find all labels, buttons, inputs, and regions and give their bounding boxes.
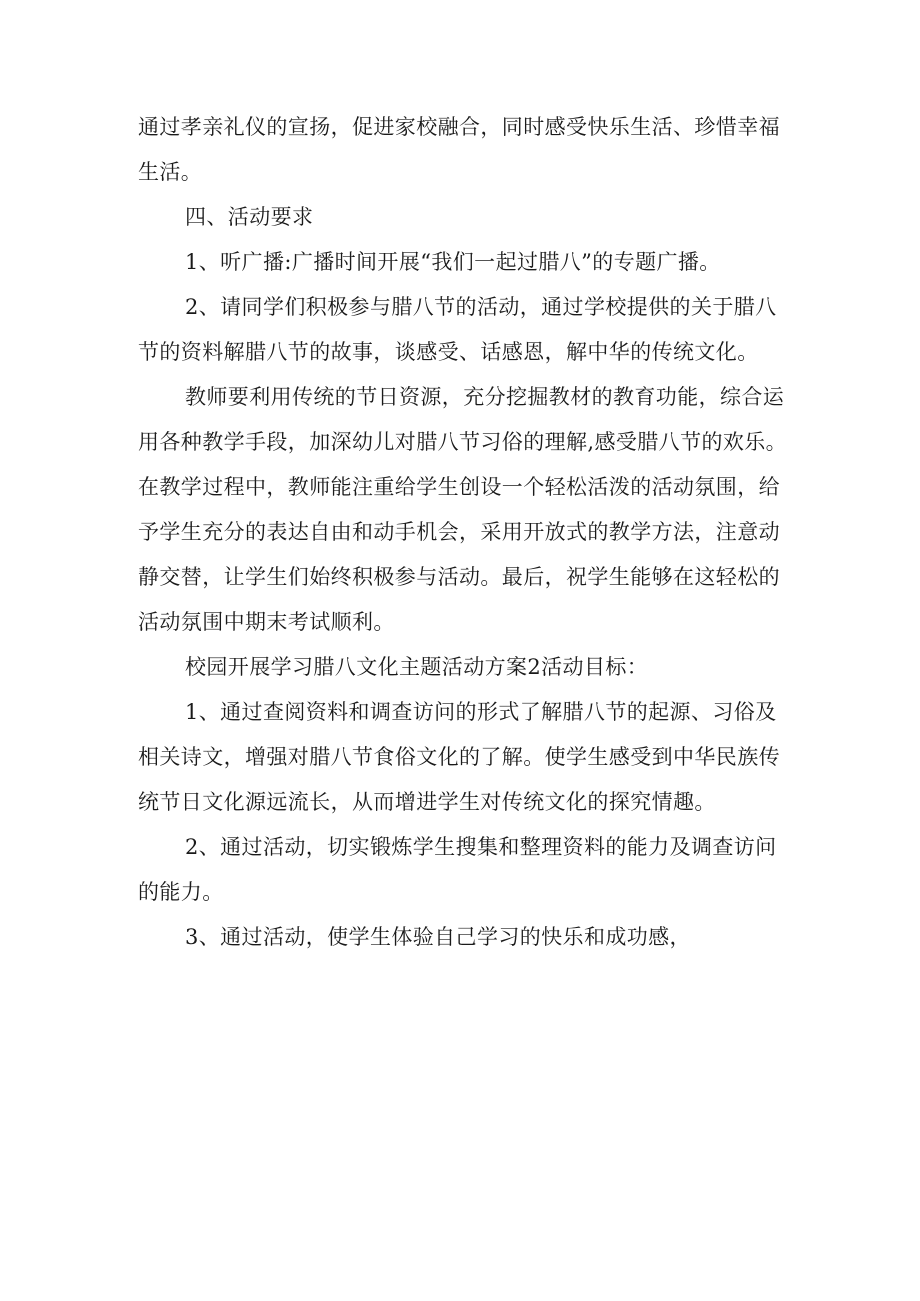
plan-title-line: 校园开展学习腊八文化主题活动方案2活动目标： — [185, 655, 649, 679]
text-line-14: 1、通过查阅资料和调查访问的形式了解腊八节的起源、习俗及 — [185, 700, 777, 724]
text-line-15: 相关诗文，增强对腊八节食俗文化的了解。使学生感受到中华民族传 — [138, 745, 780, 769]
text-line-9: 在教学过程中，教师能注重给学生创设一个轻松活泼的活动氛围，给 — [138, 475, 780, 499]
text-line-8: 用各种教学手段，加深幼儿对腊八节习俗的理解,感受腊八节的欢乐。 — [138, 430, 788, 454]
text-line-6: 节的资料解腊八节的故事，谈感受、话感恩，解中华的传统文化。 — [138, 340, 759, 364]
text-line-4: 1、听广播:广播时间开展“我们一起过腊八”的专题广播。 — [185, 250, 721, 274]
text-line-16: 统节日文化源远流长，从而增进学生对传统文化的探究情趣。 — [138, 790, 716, 814]
section-heading: 四、活动要求 — [185, 205, 314, 229]
text-line-5: 2、请同学们积极参与腊八节的活动，通过学校提供的关于腊八 — [185, 295, 777, 319]
text-line-18: 的能力。 — [138, 880, 224, 904]
text-line-17: 2、通过活动，切实锻炼学生搜集和整理资料的能力及调查访问 — [185, 835, 777, 859]
text-line-7: 教师要利用传统的节日资源，充分挖掘教材的教育功能，综合运 — [185, 385, 785, 409]
text-line-2: 生活。 — [138, 160, 203, 184]
text-line-10: 予学生充分的表达自由和动手机会，采用开放式的教学方法，注意动 — [138, 520, 780, 544]
text-line-1: 通过孝亲礼仪的宣扬，促进家校融合，同时感受快乐生活、珍惜幸福 — [138, 115, 780, 139]
text-line-19: 3、通过活动，使学生体验自己学习的快乐和成功感， — [185, 925, 691, 949]
text-line-12: 活动氛围中期末考试顺利。 — [138, 610, 395, 634]
text-line-11: 静交替，让学生们始终积极参与活动。最后，祝学生能够在这轻松的 — [138, 565, 780, 589]
